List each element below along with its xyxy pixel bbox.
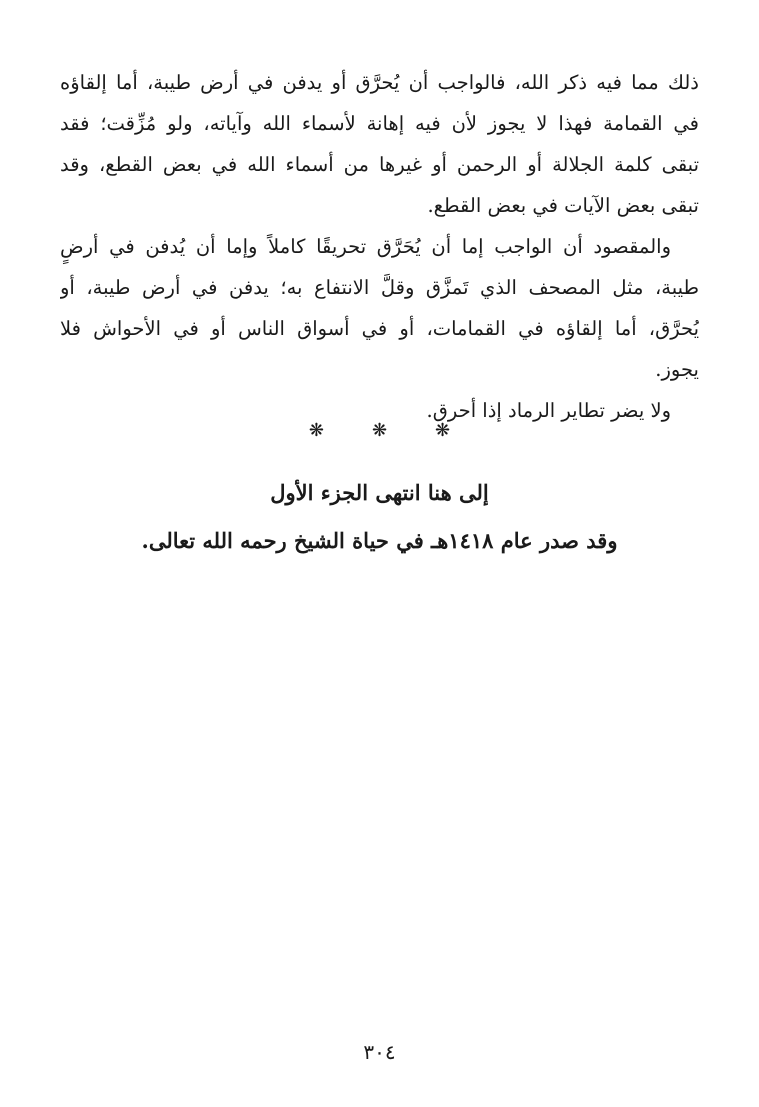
star-ornament: ❋ [308, 420, 324, 441]
body-line: ذلك مما فيه ذكر الله، فالواجب أن يُحرَّق أو يدفن في أرض طيبة، أما إلقاؤه [60, 71, 699, 94]
page-number: ٣٠٤ [363, 1040, 396, 1064]
body-line: تبقى بعض الآيات في بعض القطع. [427, 194, 699, 217]
body-text [60, 62, 699, 431]
publication-note: وقد صدر عام ١٤١٨هـ في حياة الشيخ رحمه الله تعالى. [141, 528, 618, 553]
body-line: يُحرَّق، أما إلقاؤه في القمامات، أو في أسواق الناس أو في الأحواش فلا [60, 317, 699, 340]
section-separator [0, 420, 759, 441]
star-ornament: ❋ [435, 420, 451, 441]
volume-end-title: إلى هنا انتهى الجزء الأول [270, 480, 489, 505]
star-ornament: ❋ [371, 420, 388, 441]
body-line: والمقصود أن الواجب إما أن يُحَرَّق تحريقًا كاملاً وإما أن يُدفن في أرضٍ [60, 235, 671, 258]
body-line: في القمامة فهذا لا يجوز لأن فيه إهانة لأسماء الله وآياته، ولو مُزِّقت؛ فقد [60, 112, 699, 135]
body-line: تبقى كلمة الجلالة أو الرحمن أو غيرها من أسماء الله في بعض القطع، وقد [60, 153, 699, 176]
body-line: طيبة، مثل المصحف الذي تَمزَّق وقلَّ الانتفاع به؛ يدفن في أرض طيبة، أو [60, 276, 699, 299]
body-line: يجوز. [655, 358, 699, 381]
body-line: ولا يضر تطاير الرماد إذا أحرق. [426, 399, 671, 422]
